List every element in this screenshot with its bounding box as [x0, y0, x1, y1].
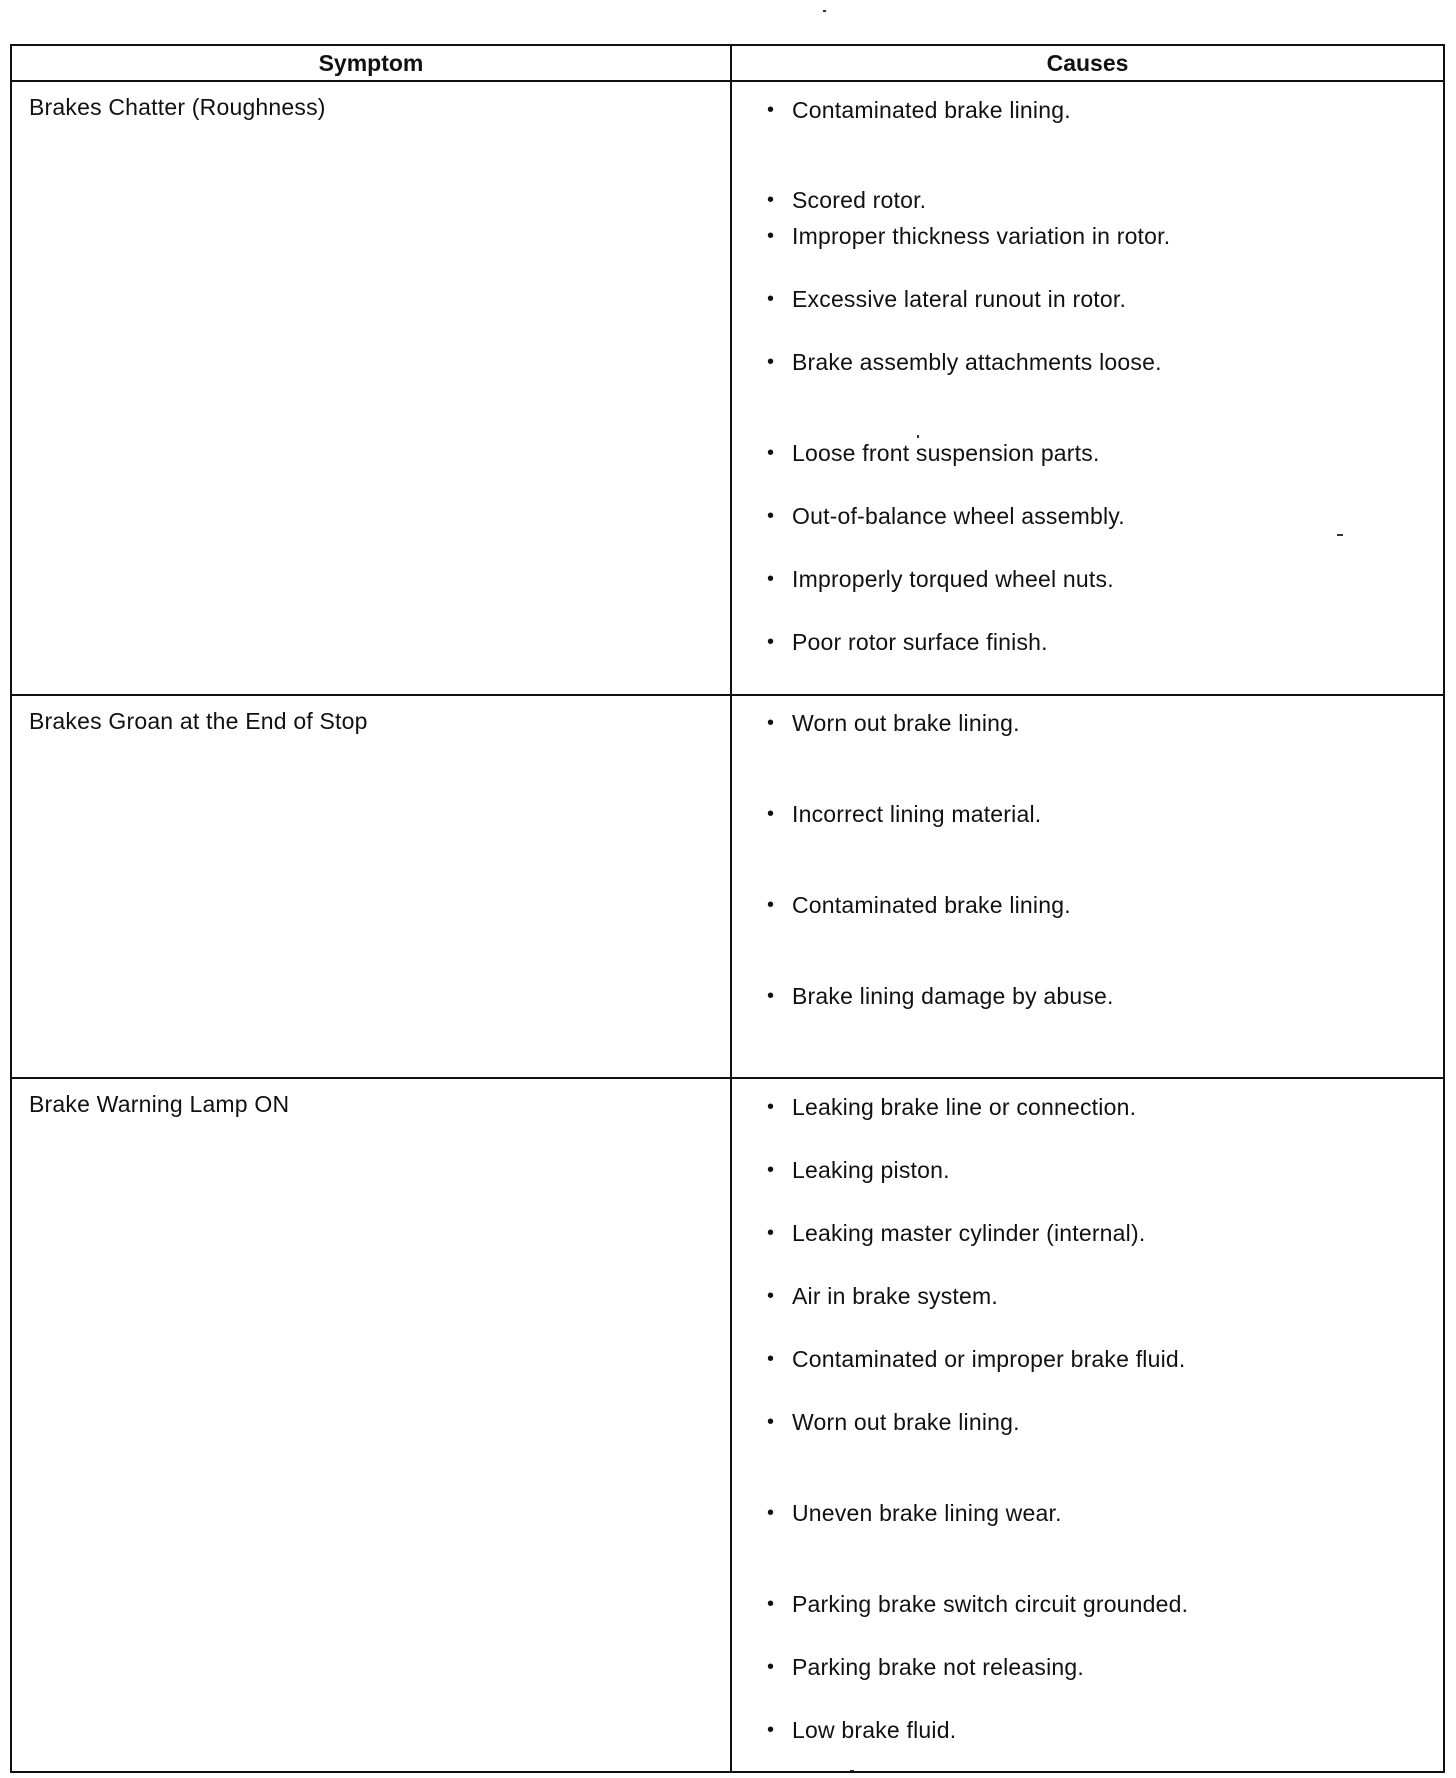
- cause-item: • Worn out brake lining.: [767, 710, 1020, 736]
- cause-item: • Improperly torqued wheel nuts.: [767, 566, 1114, 592]
- causes-cell: [731, 695, 1444, 1078]
- bullet-icon: •: [767, 1411, 775, 1433]
- bullet-icon: •: [767, 1502, 775, 1524]
- symptom-cell: [11, 1078, 731, 1772]
- bullet-icon: •: [767, 189, 775, 211]
- causes-column-header: Causes: [731, 45, 1444, 81]
- bullet-icon: •: [767, 505, 775, 527]
- bullet-icon: •: [767, 225, 775, 247]
- cause-item: • Leaking brake line or connection.: [767, 1094, 1137, 1120]
- cause-item: • Contaminated or improper brake fluid.: [767, 1346, 1186, 1372]
- table-row: [11, 1078, 1444, 1772]
- cause-item: • Air in brake system.: [767, 1283, 998, 1309]
- bullet-icon: •: [767, 631, 775, 653]
- bullet-icon: •: [767, 803, 775, 825]
- cause-item: • Leaking piston.: [767, 1157, 950, 1183]
- causes-cell: [731, 81, 1444, 695]
- cause-item: • Loose front suspension parts.: [767, 440, 1100, 466]
- bullet-icon: •: [767, 1159, 775, 1181]
- table-row: [11, 695, 1444, 1078]
- cause-item: • Incorrect lining material.: [767, 801, 1042, 827]
- symptom-cell: [11, 81, 731, 695]
- causes-cell: [731, 1078, 1444, 1772]
- table-row: [11, 81, 1444, 695]
- cause-item: • Parking brake switch circuit grounded.: [767, 1591, 1189, 1617]
- bullet-icon: •: [767, 1222, 775, 1244]
- symptom-cell: [11, 695, 731, 1078]
- symptom-text: Brake Warning Lamp ON: [29, 1091, 290, 1117]
- cause-item: • Contaminated brake lining.: [767, 892, 1071, 918]
- cause-item: • Scored rotor.: [767, 187, 927, 213]
- table-header-row: [11, 45, 1444, 81]
- cause-item: • Brake assembly attachments loose.: [767, 349, 1162, 375]
- cause-item: • Parking brake not releasing.: [767, 1654, 1084, 1680]
- bullet-icon: •: [767, 894, 775, 916]
- bullet-icon: •: [767, 568, 775, 590]
- bullet-icon: •: [767, 1593, 775, 1615]
- cause-item: • Brake lining damage by abuse.: [767, 983, 1114, 1009]
- cause-item: • Excessive lateral runout in rotor.: [767, 286, 1127, 312]
- cause-item: • Poor rotor surface finish.: [767, 629, 1048, 655]
- bullet-icon: •: [767, 288, 775, 310]
- bullet-icon: •: [767, 1719, 775, 1741]
- cause-item: • Out-of-balance wheel assembly.: [767, 503, 1125, 529]
- bullet-icon: •: [767, 1656, 775, 1678]
- causes-list: [732, 1079, 1443, 1744]
- bullet-icon: •: [767, 99, 775, 121]
- causes-list: [732, 82, 1443, 656]
- bullet-icon: •: [767, 442, 775, 464]
- symptom-causes-table: [10, 44, 1445, 1773]
- cause-item: • Worn out brake lining.: [767, 1409, 1020, 1435]
- diagnosis-table-container: [10, 44, 1445, 1763]
- bullet-icon: •: [767, 712, 775, 734]
- cause-item: • Contaminated brake lining.: [767, 97, 1071, 123]
- cause-item: • Leaking master cylinder (internal).: [767, 1220, 1146, 1246]
- symptom-column-header: Symptom: [11, 45, 731, 81]
- bullet-icon: •: [767, 1285, 775, 1307]
- symptom-text: Brakes Chatter (Roughness): [29, 94, 326, 120]
- causes-list: [732, 696, 1443, 1010]
- cause-item: • Low brake fluid.: [767, 1717, 957, 1743]
- cause-item: • Improper thickness variation in rotor.: [767, 223, 1171, 249]
- bullet-icon: •: [767, 351, 775, 373]
- bullet-icon: •: [767, 1096, 775, 1118]
- bullet-icon: •: [767, 985, 775, 1007]
- scan-speck: [823, 10, 826, 12]
- bullet-icon: •: [767, 1348, 775, 1370]
- cause-item: • Uneven brake lining wear.: [767, 1500, 1062, 1526]
- symptom-text: Brakes Groan at the End of Stop: [29, 708, 368, 734]
